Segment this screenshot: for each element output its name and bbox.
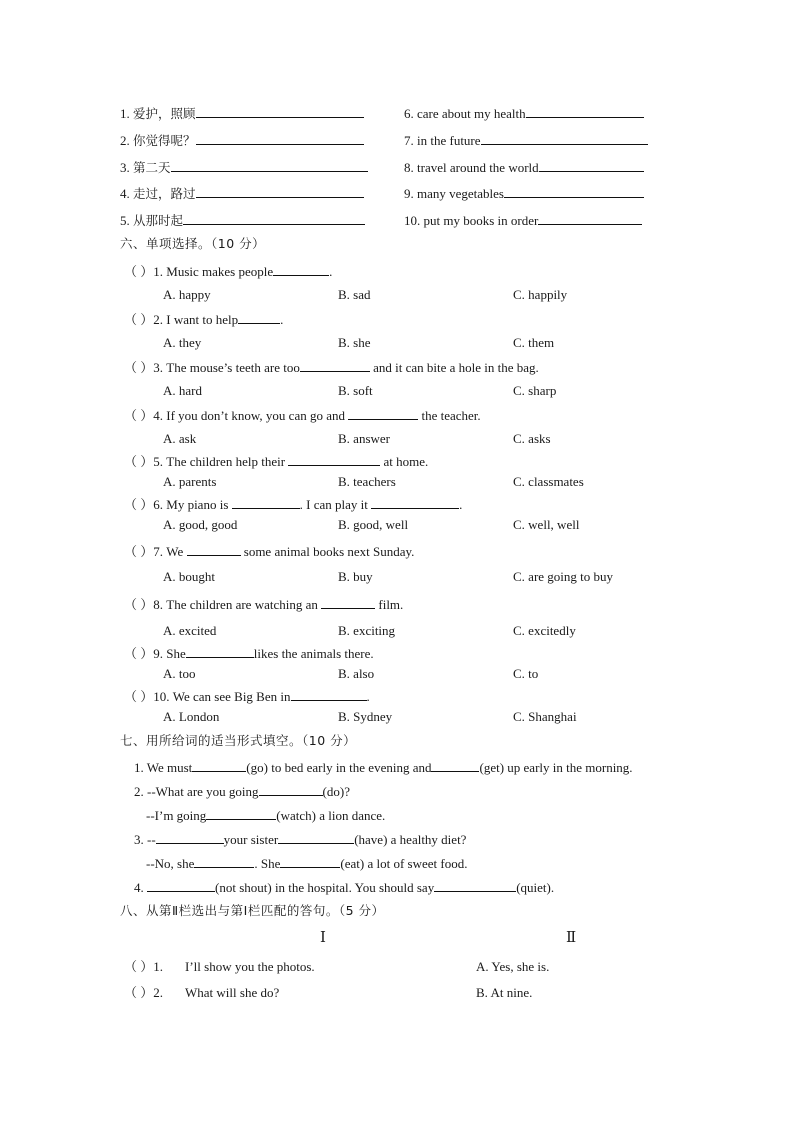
answer-blank[interactable]: [539, 159, 644, 172]
answer-blank[interactable]: [280, 855, 340, 868]
answer-blank[interactable]: [194, 855, 254, 868]
option-a[interactable]: A. good, good: [163, 517, 238, 532]
answer-blank[interactable]: [196, 105, 364, 118]
answer-blank[interactable]: [504, 185, 644, 198]
answer-blank[interactable]: [186, 645, 254, 658]
vocab-item-6: 6. care about my health: [404, 105, 644, 122]
vocab-item-2: 2. 你觉得呢？: [120, 132, 364, 149]
answer-blank[interactable]: [434, 879, 516, 892]
vocab-item-9: 9. many vegetables: [404, 185, 644, 202]
question-7: （ ）7. We some animal books next Sunday.: [124, 544, 415, 559]
option-b[interactable]: B. exciting: [338, 623, 396, 638]
answer-paren[interactable]: （ ）: [124, 959, 154, 974]
option-b[interactable]: B. buy: [338, 569, 373, 584]
vocab-item-7: 7. in the future: [404, 132, 648, 149]
column-2-header: Ⅱ: [566, 930, 577, 946]
answer-blank[interactable]: [206, 807, 276, 820]
answer-paren[interactable]: （ ）: [124, 264, 154, 279]
answer-blank[interactable]: [196, 185, 364, 198]
option-c[interactable]: C. sharp: [513, 383, 557, 398]
answer-blank[interactable]: [526, 105, 644, 118]
column-1-header: Ⅰ: [320, 930, 326, 946]
question-10: （ ）10. We can see Big Ben in .: [124, 689, 370, 704]
section-title: 六、单项选择。（10 分）: [120, 236, 266, 251]
option-b[interactable]: B. also: [338, 666, 375, 681]
answer-paren[interactable]: （ ）: [124, 312, 154, 327]
answer-blank[interactable]: [538, 212, 642, 225]
option-b[interactable]: B. Sydney: [338, 709, 393, 724]
option-c[interactable]: C. asks: [513, 431, 551, 446]
vocab-item-5: 5. 从那时起: [120, 212, 365, 229]
section-title: 七、用所给词的适当形式填空。（10 分）: [120, 733, 357, 748]
match-answer-a: A. Yes, she is.: [476, 959, 550, 974]
answer-paren[interactable]: （ ）: [124, 597, 154, 612]
answer-blank[interactable]: [431, 759, 479, 772]
answer-blank[interactable]: [291, 688, 367, 701]
question-1: （ ）1. Music makes people .: [124, 264, 333, 279]
fill-line-2: 2. --What are you going (do)?: [134, 784, 350, 799]
answer-blank[interactable]: [348, 407, 418, 420]
answer-paren[interactable]: （ ）: [124, 544, 154, 559]
answer-paren[interactable]: （ ）: [124, 408, 154, 423]
option-c[interactable]: C. are going to buy: [513, 569, 614, 584]
option-c[interactable]: C. them: [513, 335, 555, 350]
option-b[interactable]: B. sad: [338, 287, 371, 302]
answer-blank[interactable]: [288, 453, 380, 466]
answer-blank[interactable]: [238, 311, 280, 324]
fill-line-5: --No, she . She (eat) a lot of sweet food.: [146, 856, 468, 871]
question-4: （ ）4. If you don’t know, you can go and the teacher.: [124, 408, 481, 423]
option-c[interactable]: C. excitedly: [513, 623, 576, 638]
option-a[interactable]: A. London: [163, 709, 220, 724]
option-a[interactable]: A. ask: [163, 431, 197, 446]
question-8: （ ）8. The children are watching an film.: [124, 597, 404, 612]
fill-line-4: 3. -- your sister (have) a healthy diet?: [134, 832, 467, 847]
question-9: （ ）9. She likes the animals there.: [124, 646, 374, 661]
question-2: （ ）2. I want to help .: [124, 312, 284, 327]
answer-blank[interactable]: [481, 132, 648, 145]
answer-blank[interactable]: [321, 596, 375, 609]
answer-blank[interactable]: [371, 496, 459, 509]
option-c[interactable]: C. classmates: [513, 474, 584, 489]
fill-line-1: 1. We must (go) to bed early in the evening and (get) up early in the morning.: [134, 760, 633, 775]
vocab-item-3: 3. 第二天: [120, 159, 368, 176]
vocab-item-10: 10. put my books in order: [404, 212, 642, 229]
option-c[interactable]: C. happily: [513, 287, 568, 302]
fill-line-6: 4. (not shout) in the hospital. You should say (quiet).: [134, 880, 555, 895]
option-b[interactable]: B. good, well: [338, 517, 409, 532]
answer-blank[interactable]: [147, 879, 215, 892]
option-a[interactable]: A. happy: [163, 287, 211, 302]
option-b[interactable]: B. soft: [338, 383, 373, 398]
vocab-item-8: 8. travel around the world: [404, 159, 644, 176]
option-b[interactable]: B. answer: [338, 431, 390, 446]
match-answer-b: B. At nine.: [476, 985, 533, 1000]
answer-blank[interactable]: [300, 359, 370, 372]
answer-blank[interactable]: [187, 543, 241, 556]
match-row-1: （ ）1. I’ll show you the photos.: [124, 959, 315, 974]
option-a[interactable]: A. parents: [163, 474, 217, 489]
answer-paren[interactable]: （ ）: [124, 360, 154, 375]
answer-blank[interactable]: [259, 783, 323, 796]
option-a[interactable]: A. they: [163, 335, 202, 350]
answer-blank[interactable]: [192, 759, 246, 772]
answer-paren[interactable]: （ ）: [124, 646, 154, 661]
answer-blank[interactable]: [156, 831, 224, 844]
answer-paren[interactable]: （ ）: [124, 454, 154, 469]
answer-blank[interactable]: [196, 132, 364, 145]
question-3: （ ）3. The mouse’s teeth are too and it can bite a hole in the bag.: [124, 360, 539, 375]
vocab-item-4: 4. 走过，路过: [120, 185, 364, 202]
section-title: 八、从第Ⅱ栏选出与第Ⅰ栏匹配的答句。（5 分）: [120, 903, 385, 918]
option-b[interactable]: B. she: [338, 335, 371, 350]
answer-paren[interactable]: （ ）: [124, 985, 154, 1000]
question-6: （ ）6. My piano is . I can play it .: [124, 497, 463, 512]
answer-paren[interactable]: （ ）: [124, 497, 154, 512]
answer-blank[interactable]: [171, 159, 368, 172]
option-c[interactable]: C. well, well: [513, 517, 580, 532]
answer-blank[interactable]: [273, 263, 329, 276]
option-a[interactable]: A. too: [163, 666, 196, 681]
fill-line-3: --I’m going (watch) a lion dance.: [146, 808, 386, 823]
option-a[interactable]: A. excited: [163, 623, 217, 638]
answer-blank[interactable]: [183, 212, 365, 225]
match-row-2: （ ）2. What will she do?: [124, 985, 280, 1000]
answer-blank[interactable]: [278, 831, 354, 844]
answer-blank[interactable]: [232, 496, 300, 509]
answer-paren[interactable]: （ ）: [124, 689, 154, 704]
question-5: （ ）5. The children help their at home.: [124, 454, 429, 469]
option-c[interactable]: C. to: [513, 666, 539, 681]
option-a[interactable]: A. hard: [163, 383, 202, 398]
option-b[interactable]: B. teachers: [338, 474, 396, 489]
option-c[interactable]: C. Shanghai: [513, 709, 577, 724]
option-a[interactable]: A. bought: [163, 569, 215, 584]
vocab-item-1: 1. 爱护，照顾: [120, 105, 364, 122]
